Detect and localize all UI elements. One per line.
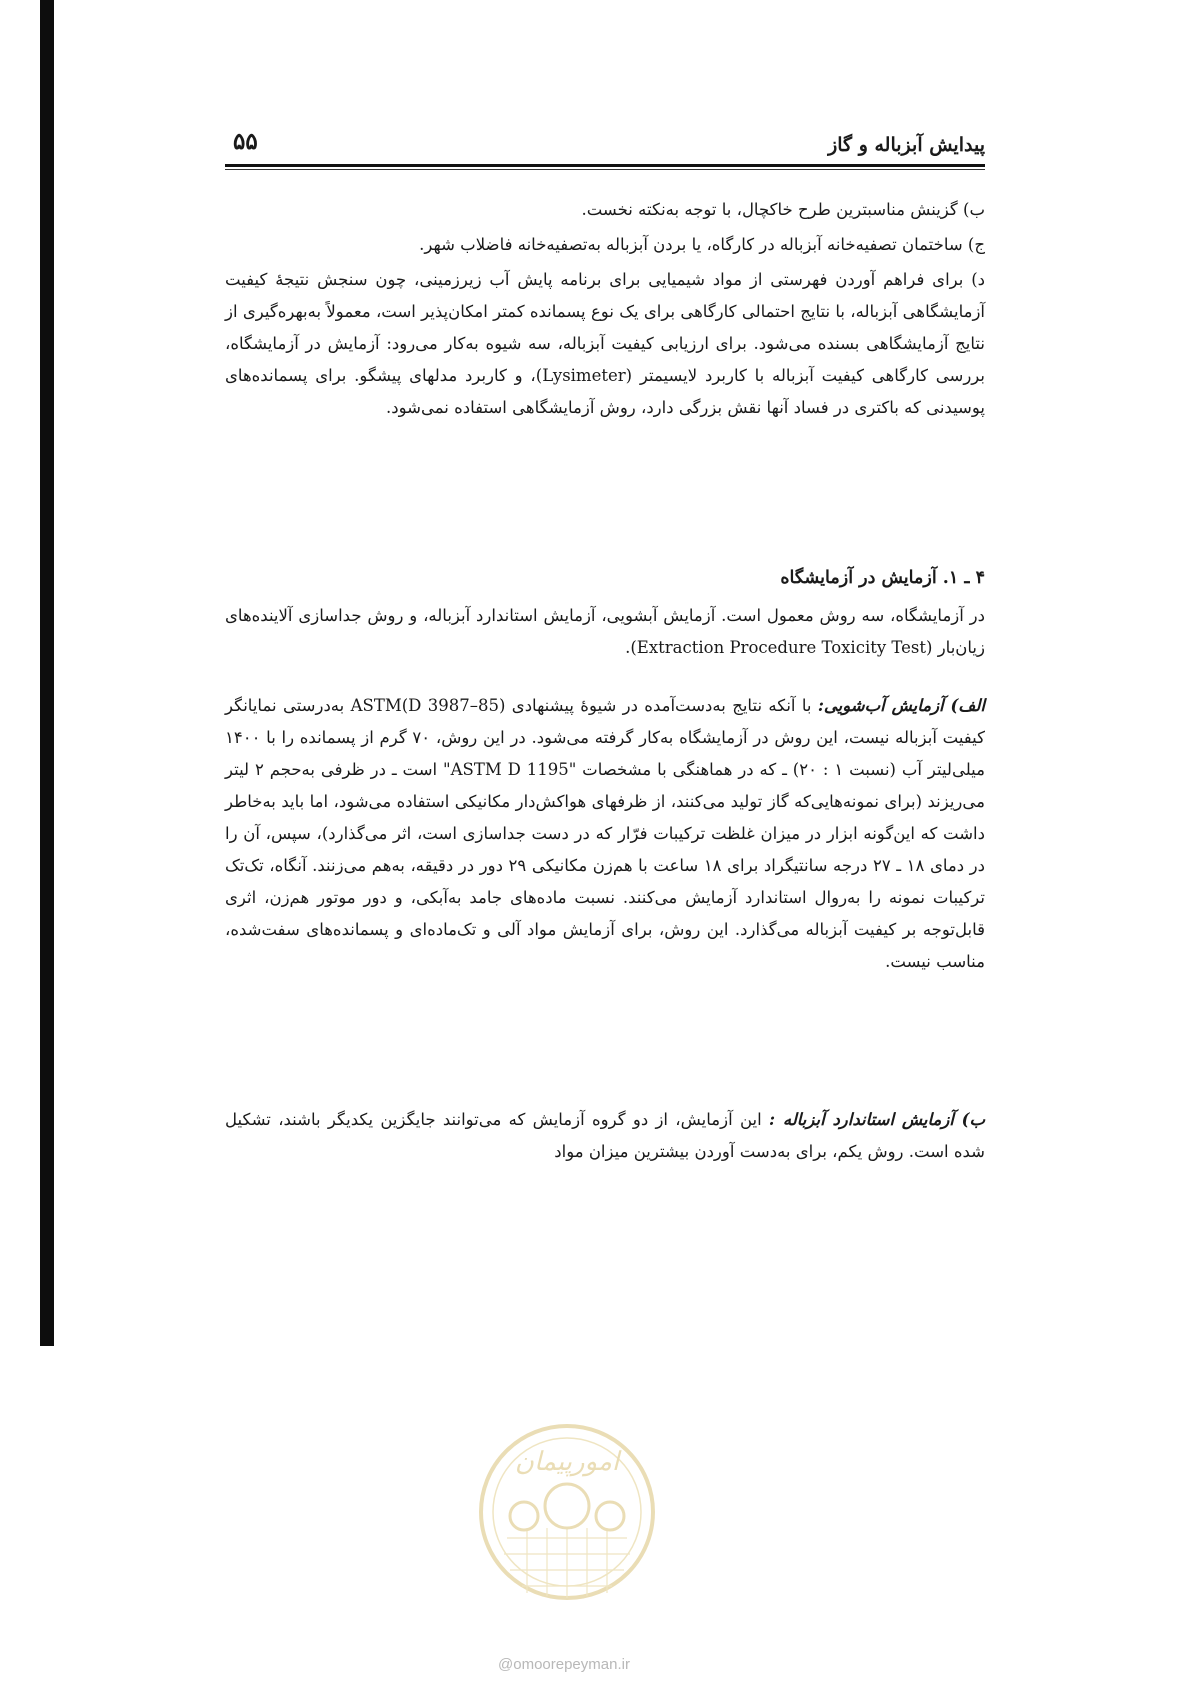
running-title: پیدایش آبزباله و گاز <box>828 134 985 156</box>
section-heading <box>780 568 985 588</box>
paragraph-b-body: این آزمایش، از دو گروه آزمایش که می‌توانند جایگزین یکدیگر باشند، تشکیل شده است. روش یکم، برای به‌دست آوردن بیشترین میزان مواد <box>225 1110 985 1161</box>
header-rule-thin <box>225 169 985 170</box>
watermark-text: امورپیمان <box>514 1447 620 1477</box>
page-number: ۵۵ <box>233 128 258 155</box>
paragraph-a-body: با آنکه نتایج به‌دست‌آمده در شیوهٔ پیشنهادی (85–ASTM(D 3987 به‌درستی نمایانگر کیفیت آبزباله نیست، این روش در آزمایشگاه به‌کار گرفته می‌شود. در این روش، ۷۰ گرم از پسمانده را با ۱۴۰۰ میلی‌لیتر آب (نسبت ۱ : ۲۰) ـ که در هماهنگی با مشخصات "ASTM D 1195" است ـ در ظرفی به‌حجم ۲ لیتر می‌ریزند (برای نمونه‌هایی‌که گاز تولید می‌کنند، از ظرفهای هواکش‌دار مکانیکی استفاده می‌شود، اما باید به‌خاطر داشت که این‌گونه ابزار در میزان غلظت ترکیبات فرّار که در دست جداسازی است، اثر می‌گذارد)، سپس، آن را در دمای ۱۸ ـ ۲۷ درجه سانتیگراد برای ۱۸ ساعت با هم‌زن مکانیکی ۲۹ دور در دقیقه، به‌هم می‌زنند. آنگاه، تک‌تک ترکیبات نمونه را به‌روال استاندارد آزمایش می‌کنند. نسبت ماده‌های جامد به‌آبکی، و دور موتور هم‌زن، اثری قابل‌توجه بر کیفیت آبزباله می‌گذارد. این روش، برای آزمایش مواد آلی و تک‌ماده‌ای و پسمانده‌های سفت‌شده، مناسب نیست. <box>225 696 985 971</box>
paragraph-intro: در آزمایشگاه، سه روش معمول است. آزمایش آبشویی، آزمایش استاندارد آبزباله، و روش جداسازی آلاینده‌های زیان‌بار (Extraction Procedure Toxicity Test). <box>225 606 985 657</box>
list-item-b: ب) گزینش مناسبترین طرح خاکچال، با توجه به‌نکته نخست. <box>581 200 985 219</box>
paragraph-leaching-test <box>225 690 985 978</box>
section-title: آزمایش در آزمایشگاه <box>780 568 937 588</box>
section-number: ۴ ـ ۱. <box>942 568 985 588</box>
list-item-c: ج) ساختمان تصفیه‌خانه آبزباله در کارگاه، یا بردن آبزباله به‌تصفیه‌خانه فاضلاب شهر. <box>419 235 985 254</box>
running-header <box>225 128 985 164</box>
scan-edge-bar <box>40 0 54 1346</box>
paragraph-d: د) برای فراهم آوردن فهرستی از مواد شیمیایی برای برنامه پایش آب زیرزمینی، چون سنجش نتیجهٔ کیفیت آزمایشگاهی آبزباله، با نتایج احتمالی کارگاهی برای یک نوع پسمانده کمتر امکان‌پذیر است، معمولاً به‌بهره‌گیری از نتایج آزمایشگاهی بسنده می‌شود. برای ارزیابی کیفیت آبزباله، سه شیوه به‌کار می‌رود: آزمایش در آزمایشگاه، بررسی کارگاهی کیفیت آبزباله با کاربرد لایسیمتر (Lysimeter)، و کاربرد مدلهای پیشگو. برای پسمانده‌های پوسیدنی که باکتری در فساد آنها نقش بزرگی دارد، روش آزمایشگاهی استفاده نمی‌شود. <box>225 270 985 417</box>
watermark-url: @omoorepeyman.ir <box>498 1656 630 1673</box>
run-in-heading-a: الف) آزمایش آب‌شویی: <box>817 696 985 715</box>
watermark-logo <box>472 1388 662 1636</box>
run-in-heading-b: ب) آزمایش استاندارد آبزباله : <box>769 1110 986 1129</box>
header-rule <box>225 164 985 167</box>
paragraph-standard-test <box>225 1104 985 1168</box>
